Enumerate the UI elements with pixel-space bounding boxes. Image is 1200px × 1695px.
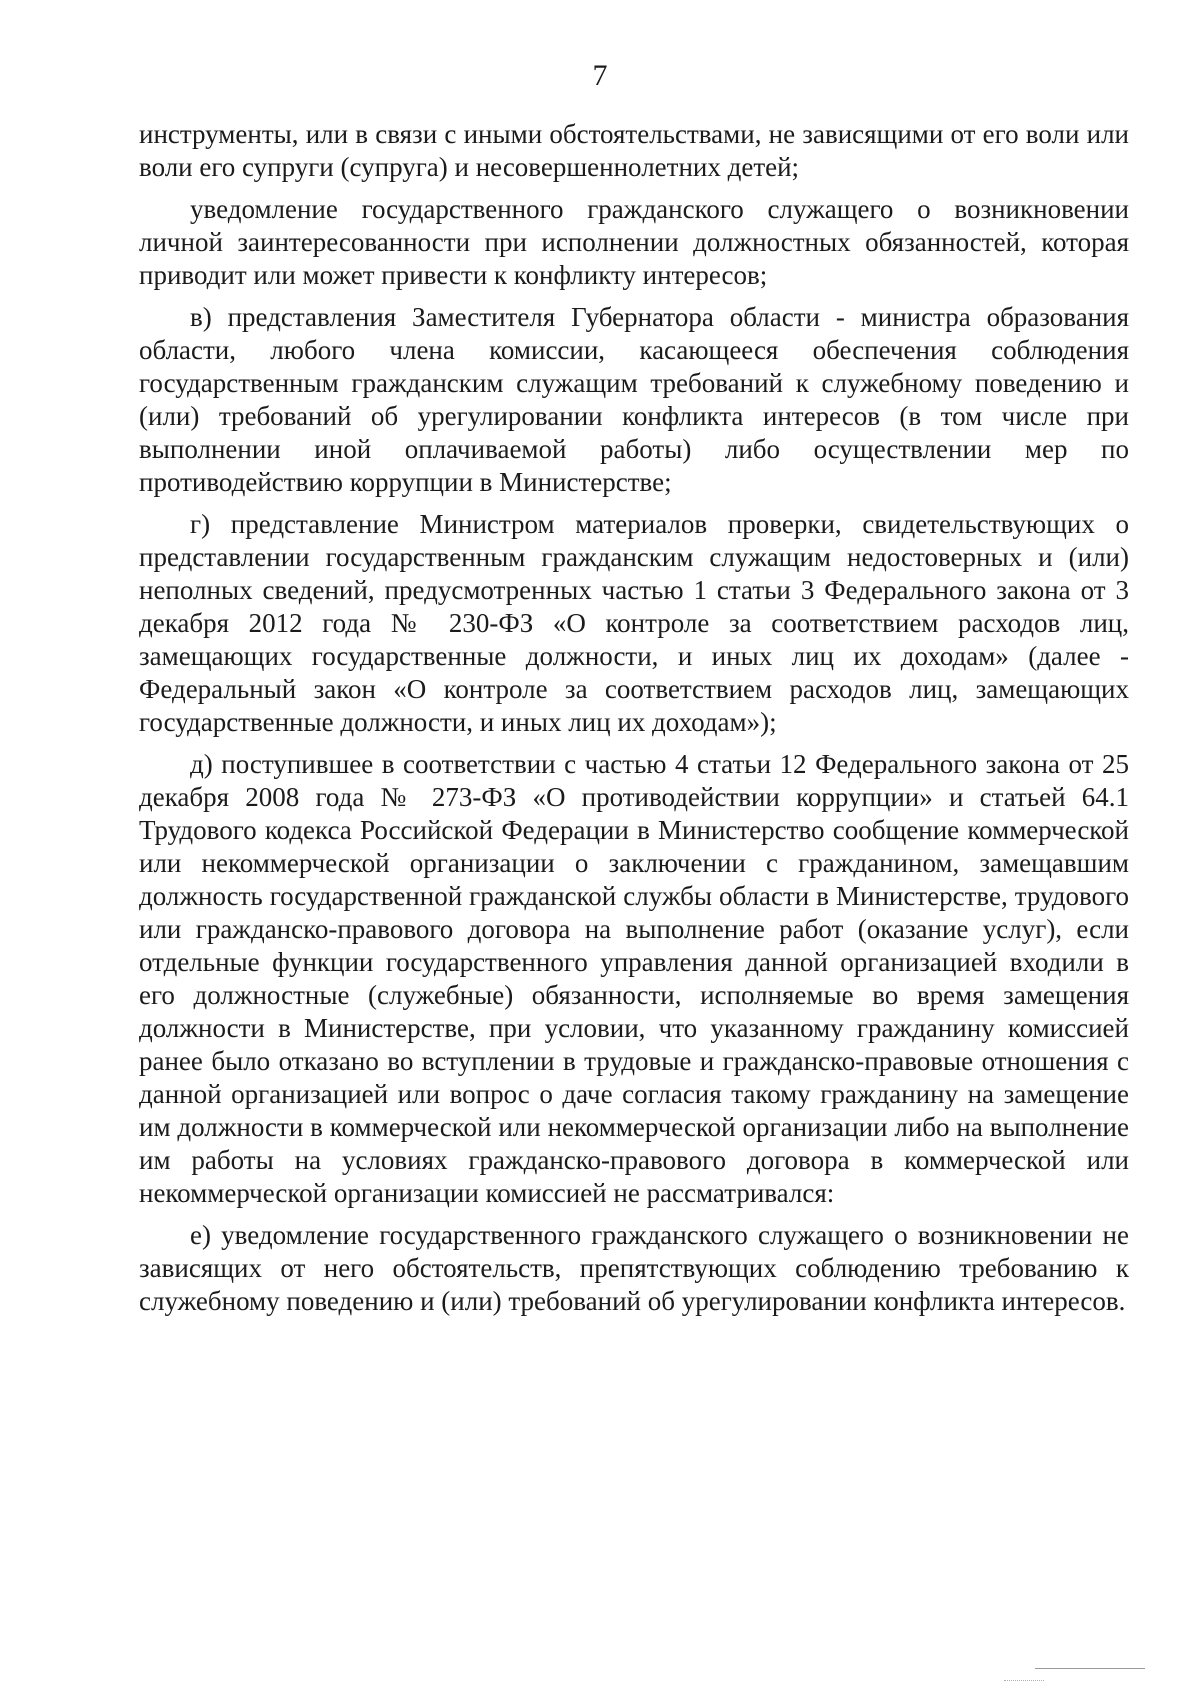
scan-dotted-mark [1004, 1680, 1044, 1682]
paragraph-item-e: е) уведомление государственного гражданского служащего о возникновении не зависящих от него обстоятельств, препятствующих соблюдению требованию к служебному поведению и (или) требований об урегулировании конфликта интересов. [139, 1220, 1129, 1316]
paragraph-item-v: в) представления Заместителя Губернатора области - министра образования области, любого члена комиссии, касающееся обеспечения соблюдения государственным гражданским служащим требований к служебному поведению и (или) требований об урегулировании конфликта интересов (в том числе при выполнении иной оплачиваемой работы) либо осуществлении мер по противодействию коррупции в Министерстве; [139, 302, 1129, 497]
paragraph-item-d: д) поступившее в соответствии с частью 4 статьи 12 Федерального закона от 25 декабря 2008 года № 273-ФЗ «О противодействии коррупции» и статьей 64.1 Трудового кодекса Российской Федерации в Министерство сообщение коммерческой или некоммерческой организации о заключении с гражданином, замещавшим должность государственной гражданской службы области в Министерстве, трудового или гражданско-правового договора на выполнение работ (оказание услуг), если отдельные функции государственного управления данной организацией входили в его должностные (служебные) обязанности, исполняемые во время замещения должности в Министерстве, при условии, что указанному гражданину комиссией ранее было отказано во вступлении в трудовые и гражданско-правовые отношения с данной организацией или вопрос о даче согласия такому гражданину на замещение им должности в коммерческой или некоммерческой организации либо на выполнение им работы на условиях гражданско-правового договора в коммерческой или некоммерческой организации комиссией не рассматривался: [139, 749, 1129, 1208]
scan-edge-line [1035, 1668, 1145, 1669]
paragraph-continuation: инструменты, или в связи с иными обстоятельствами, не зависящими от его воли или воли его супруги (супруга) и несовершеннолетних детей; [139, 119, 1129, 182]
page-number: 7 [592, 59, 608, 92]
document-body [139, 118, 1129, 1327]
paragraph-item-g: г) представление Министром материалов проверки, свидетельствующих о представлении государственным гражданским служащим недостоверных и (или) неполных сведений, предусмотренных частью 1 статьи 3 Федерального закона от 3 декабря 2012 года № 230-ФЗ «О контроле за соответствием расходов лиц, замещающих государственные должности, и иных лиц их доходам» (далее - Федеральный закон «О контроле за соответствием расходов лиц, замещающих государственные должности, и иных лиц их доходам»); [139, 509, 1129, 737]
paragraph-notification-interest: уведомление государственного гражданского служащего о возникновении личной заинтересованности при исполнении должностных обязанностей, которая приводит или может привести к конфликту интересов; [139, 194, 1129, 290]
